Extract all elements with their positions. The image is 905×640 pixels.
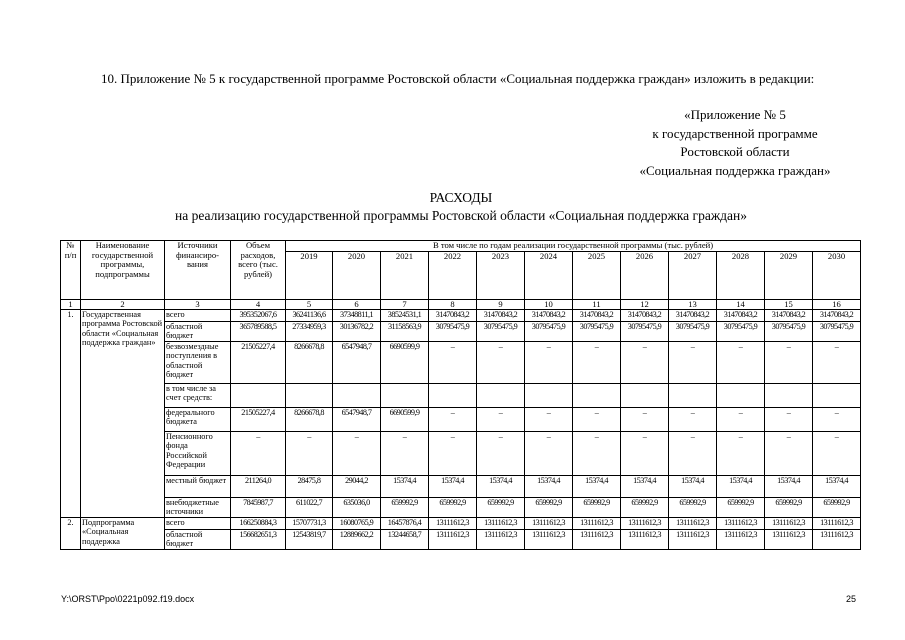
year-value-cell: –: [477, 407, 525, 431]
year-value-cell: –: [621, 407, 669, 431]
year-value-cell: 31470843,2: [813, 309, 861, 321]
year-value-cell: 13111612,3: [765, 517, 813, 529]
funding-source: областной бюджет: [165, 529, 231, 549]
year-value-cell: 37348811,1: [333, 309, 381, 321]
year-value-cell: 13111612,3: [573, 529, 621, 549]
year-value-cell: 30795475,9: [429, 321, 477, 341]
header-years-group: В том числе по годам реализации государственной программы (тыс. рублей): [286, 241, 861, 252]
year-value-cell: [525, 383, 573, 407]
year-value-cell: 8266678,8: [286, 407, 333, 431]
year-value-cell: 15374,4: [573, 475, 621, 497]
year-value-cell: 635036,0: [333, 497, 381, 517]
header-year: 2019: [286, 251, 333, 299]
year-value-cell: 13111612,3: [669, 517, 717, 529]
year-value-cell: 31470843,2: [621, 309, 669, 321]
year-value-cell: 6547948,7: [333, 407, 381, 431]
total-cell: 395352067,6: [231, 309, 286, 321]
year-value-cell: 27334959,3: [286, 321, 333, 341]
year-value-cell: [813, 383, 861, 407]
year-value-cell: 31470843,2: [669, 309, 717, 321]
year-value-cell: 15374,4: [429, 475, 477, 497]
total-cell: 7845987,7: [231, 497, 286, 517]
table-row: [61, 517, 861, 529]
year-value-cell: 6690599,9: [381, 407, 429, 431]
year-value-cell: 31158563,9: [381, 321, 429, 341]
year-value-cell: 13111612,3: [621, 517, 669, 529]
year-value-cell: 8266678,8: [286, 341, 333, 383]
year-value-cell: [765, 383, 813, 407]
year-value-cell: 30795475,9: [669, 321, 717, 341]
appendix-line: «Приложение № 5: [684, 107, 786, 122]
year-value-cell: –: [525, 407, 573, 431]
table-row: [61, 431, 861, 475]
year-value-cell: 30795475,9: [621, 321, 669, 341]
funding-source: безвозмездные поступления в областной бюджет: [165, 341, 231, 383]
header-year: 2021: [381, 251, 429, 299]
year-value-cell: –: [765, 407, 813, 431]
year-value-cell: 659992,9: [525, 497, 573, 517]
year-value-cell: [669, 383, 717, 407]
year-value-cell: 30795475,9: [573, 321, 621, 341]
year-value-cell: 15374,4: [813, 475, 861, 497]
year-value-cell: –: [669, 431, 717, 475]
intro-paragraph: 10. Приложение № 5 к государственной программе Ростовской области «Социальная поддержка граждан» изложить в редакции:: [101, 71, 815, 86]
index-cell: 6: [333, 299, 381, 309]
year-value-cell: 13111612,3: [717, 529, 765, 549]
year-value-cell: 15707731,3: [286, 517, 333, 529]
year-value-cell: 13111612,3: [765, 529, 813, 549]
appendix-line: Ростовской области: [680, 144, 790, 159]
funding-source: областной бюджет: [165, 321, 231, 341]
year-value-cell: [333, 383, 381, 407]
year-value-cell: –: [429, 431, 477, 475]
year-value-cell: –: [525, 431, 573, 475]
year-value-cell: 30795475,9: [477, 321, 525, 341]
year-value-cell: 659992,9: [813, 497, 861, 517]
header-year: 2025: [573, 251, 621, 299]
year-value-cell: –: [477, 341, 525, 383]
year-value-cell: –: [573, 431, 621, 475]
year-value-cell: –: [429, 341, 477, 383]
program-name: Подпрограмма «Социальная поддержка: [81, 517, 165, 549]
total-cell: [231, 383, 286, 407]
index-cell: 16: [813, 299, 861, 309]
header-source: Источники финансиро-вания: [165, 241, 231, 300]
index-cell: 7: [381, 299, 429, 309]
row-number: 1.: [61, 309, 81, 517]
year-value-cell: –: [286, 431, 333, 475]
year-value-cell: 15374,4: [621, 475, 669, 497]
year-value-cell: 15374,4: [765, 475, 813, 497]
total-cell: 156682651,3: [231, 529, 286, 549]
year-value-cell: 13244658,7: [381, 529, 429, 549]
year-value-cell: –: [525, 341, 573, 383]
table-row: [61, 475, 861, 497]
expenses-table: [60, 240, 861, 550]
total-cell: –: [231, 431, 286, 475]
year-value-cell: 13111612,3: [525, 517, 573, 529]
year-value-cell: 12889662,2: [333, 529, 381, 549]
year-value-cell: –: [813, 407, 861, 431]
header-year: 2022: [429, 251, 477, 299]
year-value-cell: 15374,4: [717, 475, 765, 497]
year-value-cell: 31470843,2: [717, 309, 765, 321]
year-value-cell: 6547948,7: [333, 341, 381, 383]
index-cell: 14: [717, 299, 765, 309]
table-row: [61, 383, 861, 407]
year-value-cell: 30136782,2: [333, 321, 381, 341]
index-cell: 9: [477, 299, 525, 309]
header-year: 2030: [813, 251, 861, 299]
year-value-cell: [477, 383, 525, 407]
appendix-line: «Социальная поддержка граждан»: [639, 162, 831, 178]
year-value-cell: 13111612,3: [573, 517, 621, 529]
footer-filepath: Y:\ORST\Ppo\0221p092.f19.docx: [61, 594, 195, 604]
index-cell: 8: [429, 299, 477, 309]
year-value-cell: 16080765,9: [333, 517, 381, 529]
year-value-cell: 659992,9: [669, 497, 717, 517]
page-number: 25: [846, 594, 857, 604]
table-row: [61, 309, 861, 321]
index-cell: 12: [621, 299, 669, 309]
year-value-cell: –: [429, 407, 477, 431]
year-value-cell: 15374,4: [525, 475, 573, 497]
table-row: [61, 321, 861, 341]
index-cell: 4: [231, 299, 286, 309]
table-row: [61, 407, 861, 431]
year-value-cell: 13111612,3: [813, 517, 861, 529]
year-value-cell: 13111612,3: [477, 529, 525, 549]
year-value-cell: [717, 383, 765, 407]
total-cell: 21505227,4: [231, 341, 286, 383]
table-row: [61, 529, 861, 549]
year-value-cell: 13111612,3: [477, 517, 525, 529]
year-value-cell: 31470843,2: [573, 309, 621, 321]
year-value-cell: [429, 383, 477, 407]
year-value-cell: –: [813, 431, 861, 475]
index-cell: 15: [765, 299, 813, 309]
year-value-cell: 36241136,6: [286, 309, 333, 321]
year-value-cell: 12543819,7: [286, 529, 333, 549]
year-value-cell: –: [813, 341, 861, 383]
funding-source: местный бюджет: [165, 475, 231, 497]
year-value-cell: 13111612,3: [669, 529, 717, 549]
document-title: РАСХОДЫ: [429, 190, 493, 205]
year-value-cell: 659992,9: [477, 497, 525, 517]
year-value-cell: –: [621, 431, 669, 475]
year-value-cell: 659992,9: [429, 497, 477, 517]
year-value-cell: –: [717, 341, 765, 383]
year-value-cell: –: [381, 431, 429, 475]
year-value-cell: 15374,4: [477, 475, 525, 497]
year-value-cell: [286, 383, 333, 407]
total-cell: 166250884,3: [231, 517, 286, 529]
header-year: 2027: [669, 251, 717, 299]
year-value-cell: 659992,9: [765, 497, 813, 517]
year-value-cell: –: [669, 407, 717, 431]
header-year: 2029: [765, 251, 813, 299]
funding-source: всего: [165, 517, 231, 529]
table-row: [61, 497, 861, 517]
year-value-cell: 31470843,2: [525, 309, 573, 321]
year-value-cell: –: [717, 431, 765, 475]
year-value-cell: 15374,4: [669, 475, 717, 497]
year-value-cell: 13111612,3: [621, 529, 669, 549]
year-value-cell: 30795475,9: [717, 321, 765, 341]
year-value-cell: 31470843,2: [477, 309, 525, 321]
year-value-cell: –: [333, 431, 381, 475]
header-year: 2024: [525, 251, 573, 299]
index-cell: 11: [573, 299, 621, 309]
year-value-cell: 38524531,1: [381, 309, 429, 321]
year-value-cell: –: [573, 341, 621, 383]
index-cell: 10: [525, 299, 573, 309]
year-value-cell: 659992,9: [621, 497, 669, 517]
total-cell: 211264,0: [231, 475, 286, 497]
total-cell: 365789588,5: [231, 321, 286, 341]
index-cell: 3: [165, 299, 231, 309]
appendix-line: к государственной программе: [652, 125, 818, 141]
year-value-cell: 659992,9: [717, 497, 765, 517]
year-value-cell: [381, 383, 429, 407]
year-value-cell: –: [621, 341, 669, 383]
document-subtitle: на реализацию государственной программы Ростовской области «Социальная поддержка граждан»: [175, 208, 747, 223]
year-value-cell: –: [477, 431, 525, 475]
year-value-cell: 611022,7: [286, 497, 333, 517]
header-year: 2028: [717, 251, 765, 299]
header-total: Объем расходов, всего (тыс. рублей): [231, 241, 286, 300]
program-name: Государственная программа Ростовской области «Социальная поддержка граждан»: [81, 309, 165, 517]
year-value-cell: 30795475,9: [765, 321, 813, 341]
header-year: 2023: [477, 251, 525, 299]
header-year: 2026: [621, 251, 669, 299]
year-value-cell: 28475,8: [286, 475, 333, 497]
index-cell: 1: [61, 299, 81, 309]
year-value-cell: –: [765, 341, 813, 383]
year-value-cell: 6690599,9: [381, 341, 429, 383]
year-value-cell: 13111612,3: [525, 529, 573, 549]
year-value-cell: 15374,4: [381, 475, 429, 497]
funding-source: Пенсионного фонда Российской Федерации: [165, 431, 231, 475]
year-value-cell: 30795475,9: [813, 321, 861, 341]
year-value-cell: 29044,2: [333, 475, 381, 497]
funding-source: в том числе за счет средств:: [165, 383, 231, 407]
year-value-cell: 659992,9: [573, 497, 621, 517]
index-row: [61, 299, 861, 309]
funding-source: всего: [165, 309, 231, 321]
row-number: 2.: [61, 517, 81, 549]
index-cell: 13: [669, 299, 717, 309]
year-value-cell: –: [669, 341, 717, 383]
year-value-cell: [573, 383, 621, 407]
year-value-cell: –: [573, 407, 621, 431]
year-value-cell: 31470843,2: [765, 309, 813, 321]
year-value-cell: 31470843,2: [429, 309, 477, 321]
year-value-cell: 13111612,3: [429, 517, 477, 529]
appendix-heading: [590, 106, 880, 180]
index-cell: 5: [286, 299, 333, 309]
year-value-cell: 13111612,3: [717, 517, 765, 529]
year-value-cell: 659992,9: [381, 497, 429, 517]
header-name: Наименование государственной программы, подпрограммы: [81, 241, 165, 300]
header-year: 2020: [333, 251, 381, 299]
year-value-cell: 13111612,3: [813, 529, 861, 549]
year-value-cell: –: [717, 407, 765, 431]
header-row: [61, 241, 861, 252]
funding-source: внебюджетные источники: [165, 497, 231, 517]
total-cell: 21505227,4: [231, 407, 286, 431]
index-cell: 2: [81, 299, 165, 309]
year-value-cell: –: [765, 431, 813, 475]
table-row: [61, 341, 861, 383]
funding-source: федерального бюджета: [165, 407, 231, 431]
year-value-cell: 16457876,4: [381, 517, 429, 529]
year-value-cell: 30795475,9: [525, 321, 573, 341]
year-value-cell: [621, 383, 669, 407]
year-value-cell: 13111612,3: [429, 529, 477, 549]
header-num: № п/п: [61, 241, 81, 300]
